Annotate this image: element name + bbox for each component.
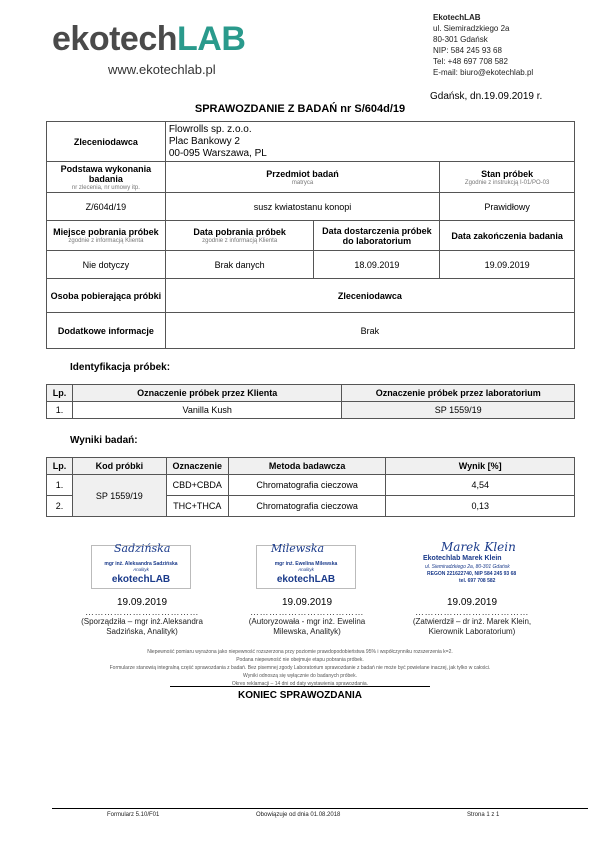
note-3: Formularze stanowią integralną część sprawozdania z badań. Bez pisemnej zgody Laboratorium sprawozdanie z badań nie może być powielane inaczej, jak tylko w całości. bbox=[109, 665, 491, 671]
sig-desc-1: (Sporządziła – mgr inż.Aleksandra Sadzińska, Analityk) bbox=[81, 617, 203, 636]
end-text: KONIEC SPRAWOZDANIA bbox=[238, 690, 362, 701]
stamp-role-2: Analityk bbox=[298, 567, 314, 572]
company-city: 80-301 Gdańsk bbox=[433, 35, 488, 44]
sampling-label-cell bbox=[165, 221, 314, 251]
collector-label: Osoba pobierająca próbki bbox=[47, 279, 166, 313]
company-street: ul. Siemiradzkiego 2a bbox=[433, 24, 510, 33]
place-date: Gdańsk, dn.19.09.2019 r. bbox=[430, 91, 543, 102]
end-value: 19.09.2019 bbox=[440, 251, 575, 279]
stamp-name-2: mgr inż. Ewelina Milewska bbox=[274, 561, 338, 567]
client-line2: Plac Bankowy 2 bbox=[168, 135, 240, 147]
results-title: Wyniki badań: bbox=[70, 435, 138, 446]
company-address bbox=[433, 12, 533, 78]
delivery-value: 18.09.2019 bbox=[314, 251, 440, 279]
res-header-method: Metoda badawcza bbox=[228, 458, 386, 475]
company-name: EkotechLAB bbox=[433, 13, 481, 22]
sig-desc-3: (Zatwierdził – dr inż. Marek Klein, Kierownik Laboratorium) bbox=[412, 617, 532, 636]
basis-label-cell bbox=[47, 162, 166, 193]
place-label: Miejsce pobrania próbek bbox=[53, 227, 159, 237]
res-sample-code: SP 1559/19 bbox=[72, 475, 166, 517]
sig-date-1: 19.09.2019 bbox=[116, 597, 168, 608]
stamp-tel-3: tel. 697 708 582 bbox=[459, 578, 496, 584]
id-header-client: Oznaczenie próbek przez Klienta bbox=[72, 385, 341, 402]
identification-title: Identyfikacja próbek: bbox=[70, 362, 171, 373]
delivery-label: Data dostarczenia próbek do laboratorium bbox=[314, 221, 440, 251]
client-line1: Flowrolls sp. z.o.o. bbox=[168, 123, 252, 135]
state-value: Prawidłowy bbox=[440, 193, 575, 221]
sig-dots-2: ……………………………… bbox=[250, 607, 364, 617]
additional-label: Dodatkowe informacje bbox=[47, 313, 166, 349]
basis-sub: nr zlecenia, nr umowy itp. bbox=[71, 184, 140, 191]
res-header-code: Kod próbki bbox=[72, 458, 166, 475]
logo-accent-text: LAB bbox=[177, 20, 246, 58]
client-value bbox=[165, 122, 574, 162]
sampling-value: Brak danych bbox=[165, 251, 314, 279]
footer-valid: Obowiązuje od dnia 01.08.2018 bbox=[256, 812, 341, 818]
sig-dots-3: ……………………………… bbox=[415, 607, 529, 617]
info-table bbox=[46, 121, 575, 349]
subject-sub: matryca bbox=[291, 179, 314, 186]
place-value: Nie dotyczy bbox=[47, 251, 166, 279]
state-label-cell bbox=[440, 162, 575, 193]
stamp-logo-1: ekotechLAB bbox=[111, 574, 171, 585]
basis-label: Podstawa wykonania badania bbox=[60, 163, 152, 184]
identification-table bbox=[46, 384, 575, 419]
res-lp-1: 1. bbox=[47, 475, 73, 496]
res-header-result: Wynik [%] bbox=[386, 458, 575, 475]
subject-label-cell bbox=[165, 162, 439, 193]
signature-sadzinska: Sadzińska bbox=[114, 542, 171, 555]
footer-divider bbox=[52, 808, 588, 809]
note-4: Wyniki odnoszą się wyłącznie do badanych próbek. bbox=[243, 673, 357, 679]
subject-value: susz kwiatostanu konopi bbox=[165, 193, 439, 221]
client-line3: 00-095 Warszawa, PL bbox=[168, 147, 267, 159]
id-lp: 1. bbox=[47, 402, 73, 419]
sig-desc-2: (Autoryzowała - mgr inż. Ewelina Milewska, Analityk) bbox=[248, 617, 366, 636]
id-lab: SP 1559/19 bbox=[342, 402, 575, 419]
place-label-cell bbox=[47, 221, 166, 251]
stamp-role-1: Analityk bbox=[133, 567, 149, 572]
sig-dots-1: ……………………………… bbox=[85, 607, 199, 617]
table-row bbox=[47, 402, 575, 419]
res-result-1: 4,54 bbox=[386, 475, 575, 496]
note-2: Podana niepewność nie obejmuje etapu pobrania próbek. bbox=[236, 657, 364, 663]
subject-label: Przedmiot badań bbox=[266, 168, 339, 179]
company-nip: NIP: 584 245 93 68 bbox=[433, 46, 502, 55]
id-client: Vanilla Kush bbox=[72, 402, 341, 419]
state-label: Stan próbek bbox=[481, 168, 534, 179]
end-label: Data zakończenia badania bbox=[440, 221, 575, 251]
notes-divider bbox=[170, 686, 430, 687]
stamp-address-3: ul. Siemiradzkiego 2a, 80-301 Gdańsk bbox=[425, 564, 510, 570]
signature-milewska: Milewska bbox=[271, 542, 325, 555]
sampling-sub: zgodnie z informacją Klienta bbox=[202, 238, 278, 244]
stamp-sadzinska bbox=[91, 542, 191, 589]
res-header-lp: Lp. bbox=[47, 458, 73, 475]
stamp-logo-2: ekotechLAB bbox=[276, 574, 336, 585]
stamp-regon-3: REGON 221622740, NIP 584 245 93 68 bbox=[427, 571, 517, 577]
logo-url: www.ekotechlab.pl bbox=[108, 62, 216, 77]
additional-value: Brak bbox=[165, 313, 574, 349]
company-email: E-mail: biuro@ekotechlab.pl bbox=[433, 68, 534, 77]
stamp-milewska bbox=[256, 542, 356, 589]
res-param-1: CBD+CBDA bbox=[166, 475, 228, 496]
note-1: Niepewność pomiaru wyrażona jako niepewność rozszerzona przy poziomie prawdopodobieństwa 95% i współczynniku rozszerzenia k=2. bbox=[147, 649, 453, 655]
footer-form: Formularz 5.10/F01 bbox=[107, 812, 160, 818]
id-header-lab: Oznaczenie próbek przez laboratorium bbox=[342, 385, 575, 402]
res-lp-2: 2. bbox=[47, 496, 73, 517]
res-result-2: 0,13 bbox=[386, 496, 575, 517]
stamp-name-1: mgr inż. Aleksandra Sadzińska bbox=[104, 561, 178, 567]
company-tel: Tel: +48 697 708 582 bbox=[433, 57, 508, 66]
footer-page: Strona 1 z 1 bbox=[467, 812, 500, 818]
place-sub: zgodnie z informacją Klienta bbox=[68, 238, 144, 244]
signature-klein: Marek Klein bbox=[441, 540, 516, 554]
company-logo bbox=[52, 18, 267, 76]
res-method-2: Chromatografia cieczowa bbox=[228, 496, 386, 517]
table-row bbox=[47, 475, 575, 496]
collector-value: Zleceniodawca bbox=[165, 279, 574, 313]
stamp-name-3: Ekotechlab Marek Klein bbox=[423, 555, 502, 562]
res-header-param: Oznaczenie bbox=[166, 458, 228, 475]
res-method-1: Chromatografia cieczowa bbox=[228, 475, 386, 496]
client-label: Zleceniodawca bbox=[47, 122, 166, 162]
logo-main-text: ekotech bbox=[52, 20, 177, 58]
notes bbox=[0, 648, 600, 688]
report-title: SPRAWOZDANIE Z BADAŃ nr S/604d/19 bbox=[194, 103, 406, 115]
sig-date-3: 19.09.2019 bbox=[446, 597, 498, 608]
stamp-klein bbox=[421, 542, 545, 592]
results-table bbox=[46, 457, 575, 517]
basis-value: Z/604d/19 bbox=[47, 193, 166, 221]
sig-date-2: 19.09.2019 bbox=[281, 597, 333, 608]
id-header-lp: Lp. bbox=[47, 385, 73, 402]
res-param-2: THC+THCA bbox=[166, 496, 228, 517]
state-sub: Zgodnie z instrukcją I-01/PO-03 bbox=[464, 179, 550, 186]
sampling-label: Data pobrania próbek bbox=[193, 227, 286, 237]
note-5: Okres reklamacji – 14 dni od daty wystawienia sprawozdania. bbox=[231, 681, 369, 687]
